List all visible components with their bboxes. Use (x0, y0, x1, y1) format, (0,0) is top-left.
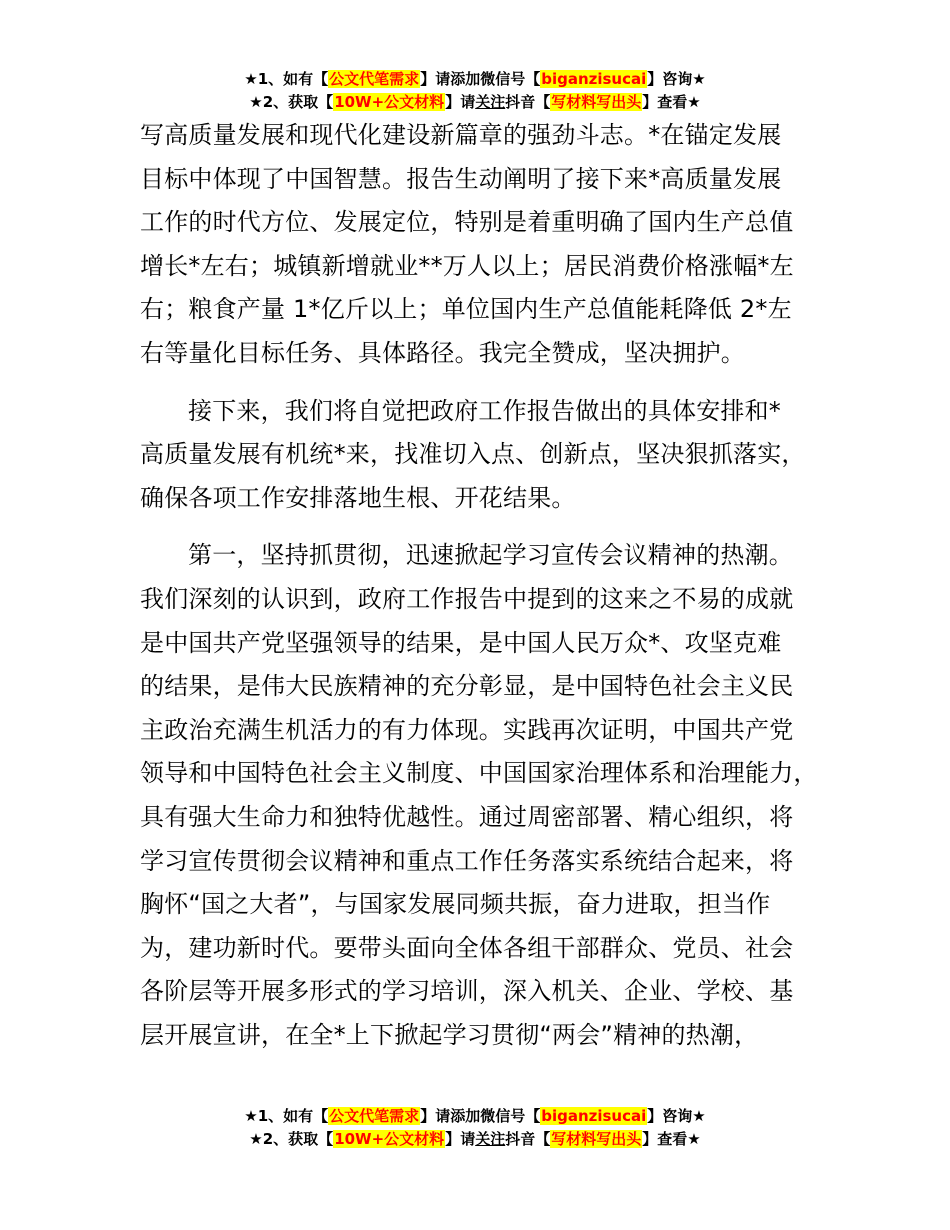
footer-highlight-materials: 10W+公文材料 (334, 1130, 445, 1148)
footer-line-1-mid: 】请添加微信号【 (420, 1107, 541, 1125)
header-banner (0, 68, 950, 114)
text-line: 胸怀“国之大者”，与国家发展同频共振，奋力进取，担当作 (140, 890, 771, 919)
footer-banner (0, 1105, 950, 1151)
text-line: 层开展宣讲，在全*上下掀起学习贯彻“两会”精神的热潮， (140, 1020, 759, 1049)
footer-line-2-mid-1: 】请 (445, 1130, 476, 1148)
banner-highlight-materials: 10W+公文材料 (334, 93, 445, 111)
footer-line-2-mid-2: 抖音【 (505, 1130, 551, 1148)
banner-line-2-mid-2: 抖音【 (505, 93, 551, 111)
footer-line-1-prefix: ★1、如有【 (244, 1107, 329, 1125)
text-line: 右等量化目标任务、具体路径。我完全赞成，坚决拥护。 (140, 338, 745, 367)
text-line: 右；粮食产量 1*亿斤以上；单位国内生产总值能耗降低 2*左 (140, 295, 792, 324)
footer-line-2-prefix: ★2、获取【 (249, 1130, 334, 1148)
footer-underline-follow: 关注 (475, 1130, 506, 1148)
text-line: 写高质量发展和现代化建设新篇章的强劲斗志。*在锚定发展 (140, 121, 782, 149)
document-body (140, 114, 830, 1057)
text-line: 学习宣传贯彻会议精神和重点工作任务落实系统结合起来，将 (140, 846, 794, 875)
banner-line-2 (0, 91, 950, 114)
text-line: 的结果，是伟大民族精神的充分彰显，是中国特色社会主义民 (140, 672, 794, 701)
text-line: 确保各项工作安排落地生根、开花结果。 (140, 483, 576, 512)
banner-line-1-suffix: 】咨询★ (647, 70, 706, 88)
banner-line-2-prefix: ★2、获取【 (249, 93, 334, 111)
banner-line-2-mid-1: 】请 (445, 93, 476, 111)
text-line: 工作的时代方位、发展定位，特别是着重明确了国内生产总值 (140, 208, 794, 237)
text-line: 增长*左右；城镇新增就业**万人以上；居民消费价格涨幅*左 (140, 251, 794, 280)
text-line: 领导和中国特色社会主义制度、中国国家治理体系和治理能力， (140, 759, 818, 788)
paragraph-2 (140, 390, 830, 521)
banner-highlight-wechat: biganzisucai (541, 70, 647, 88)
text-line: 是中国共产党坚强领导的结果，是中国人民万众*、攻坚克难 (140, 628, 782, 657)
text-line: 具有强大生命力和独特优越性。通过周密部署、精心组织，将 (140, 802, 794, 831)
banner-line-1 (0, 68, 950, 91)
banner-underline-follow: 关注 (475, 93, 506, 111)
paragraph-3 (140, 534, 830, 1057)
footer-highlight-douyin: 写材料写出头 (551, 1130, 642, 1148)
text-line: 各阶层等开展多形式的学习培训，深入机关、企业、学校、基 (140, 977, 794, 1006)
text-line: 主政治充满生机活力的有力体现。实践再次证明，中国共产党 (140, 715, 794, 744)
text-line: 目标中体现了中国智慧。报告生动阐明了接下来*高质量发展 (140, 164, 782, 193)
banner-line-1-prefix: ★1、如有【 (244, 70, 329, 88)
banner-line-2-suffix: 】查看★ (642, 93, 701, 111)
text-line: 第一，坚持抓贯彻，迅速掀起学习宣传会议精神的热潮。 (188, 541, 793, 570)
footer-line-2 (0, 1128, 950, 1151)
footer-line-1-suffix: 】咨询★ (647, 1107, 706, 1125)
footer-highlight-wechat: biganzisucai (541, 1107, 647, 1125)
paragraph-1 (140, 114, 830, 376)
text-line: 为，建功新时代。要带头面向全体各组干部群众、党员、社会 (140, 933, 794, 962)
banner-highlight-service: 公文代笔需求 (329, 70, 420, 88)
footer-highlight-service: 公文代笔需求 (329, 1107, 420, 1125)
text-line: 接下来，我们将自觉把政府工作报告做出的具体安排和* (188, 396, 781, 425)
text-line: 我们深刻的认识到，政府工作报告中提到的这来之不易的成就 (140, 584, 794, 613)
footer-line-1 (0, 1105, 950, 1128)
footer-line-2-suffix: 】查看★ (642, 1130, 701, 1148)
banner-highlight-douyin: 写材料写出头 (551, 93, 642, 111)
banner-line-1-mid: 】请添加微信号【 (420, 70, 541, 88)
text-line: 高质量发展有机统*来，找准切入点、创新点，坚决狠抓落实， (140, 440, 806, 469)
